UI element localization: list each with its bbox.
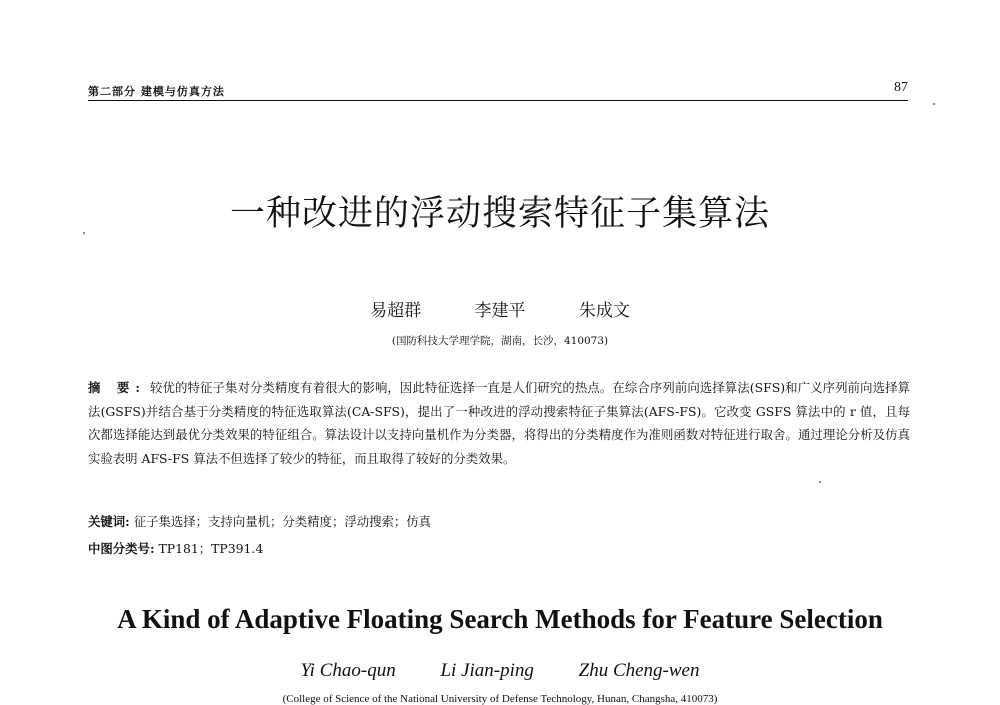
- author-en: Li Jian-ping: [440, 660, 534, 681]
- keywords: [88, 512, 431, 530]
- keywords-text: 征子集选择；支持向量机；分类精度；浮动搜索；仿真: [133, 514, 432, 529]
- author-en: Yi Chao-qun: [300, 660, 396, 681]
- abstract: [88, 376, 910, 470]
- chinese-title: 一种改进的浮动搜索特征子集算法: [229, 194, 770, 234]
- section-label: 第二部分 建模与仿真方法: [88, 85, 225, 98]
- page-number: 87: [894, 80, 908, 95]
- keywords-label: 关键词:: [88, 514, 130, 529]
- abstract-label: 摘 要:: [88, 380, 146, 395]
- scan-speck: [933, 103, 935, 105]
- scan-speck: [819, 481, 821, 483]
- running-header: [88, 80, 908, 101]
- scan-speck: [83, 232, 85, 234]
- abstract-text: 较优的特征子集对分类精度有着很大的影响，因此特征选择一直是人们研究的热点。在综合序列前向选择算法(SFS)和广义序列前向选择算法(GSFS)并结合基于分类精度的特征选取算法(CA-SFS)，提出了一种改进的浮动搜索特征子集算法(AFS-FS)。它改变 GSFS 算法中的 r 值，且每次都选择能达到最优分类效果的特征组合。算法设计以支持向量机作为分类器，将得出的分类精度作为准则函数对特征进行取舍。通过理论分析及仿真实验表明 AFS-FS 算法不但选择了较少的特征，而且取得了较好的分类效果。: [88, 380, 910, 466]
- chinese-affiliation: (国防科技大学理学院，湖南，长沙，410073): [391, 335, 609, 347]
- author-en: Zhu Cheng-wen: [578, 660, 700, 681]
- author-cn: 易超群: [370, 301, 422, 321]
- classification-label: 中图分类号:: [88, 541, 155, 556]
- author-cn: 李建平: [474, 301, 526, 321]
- author-cn: 朱成文: [578, 301, 630, 321]
- chinese-authors: [0, 296, 1000, 321]
- english-title: A Kind of Adaptive Floating Search Methods for Feature Selection: [117, 604, 883, 634]
- classification: [88, 539, 263, 557]
- english-affiliation: (College of Science of the National University of Defense Technology, Hunan, Changsha, 410073): [282, 693, 718, 705]
- english-authors: [0, 660, 1000, 682]
- classification-text: TP181；TP391.4: [158, 541, 264, 556]
